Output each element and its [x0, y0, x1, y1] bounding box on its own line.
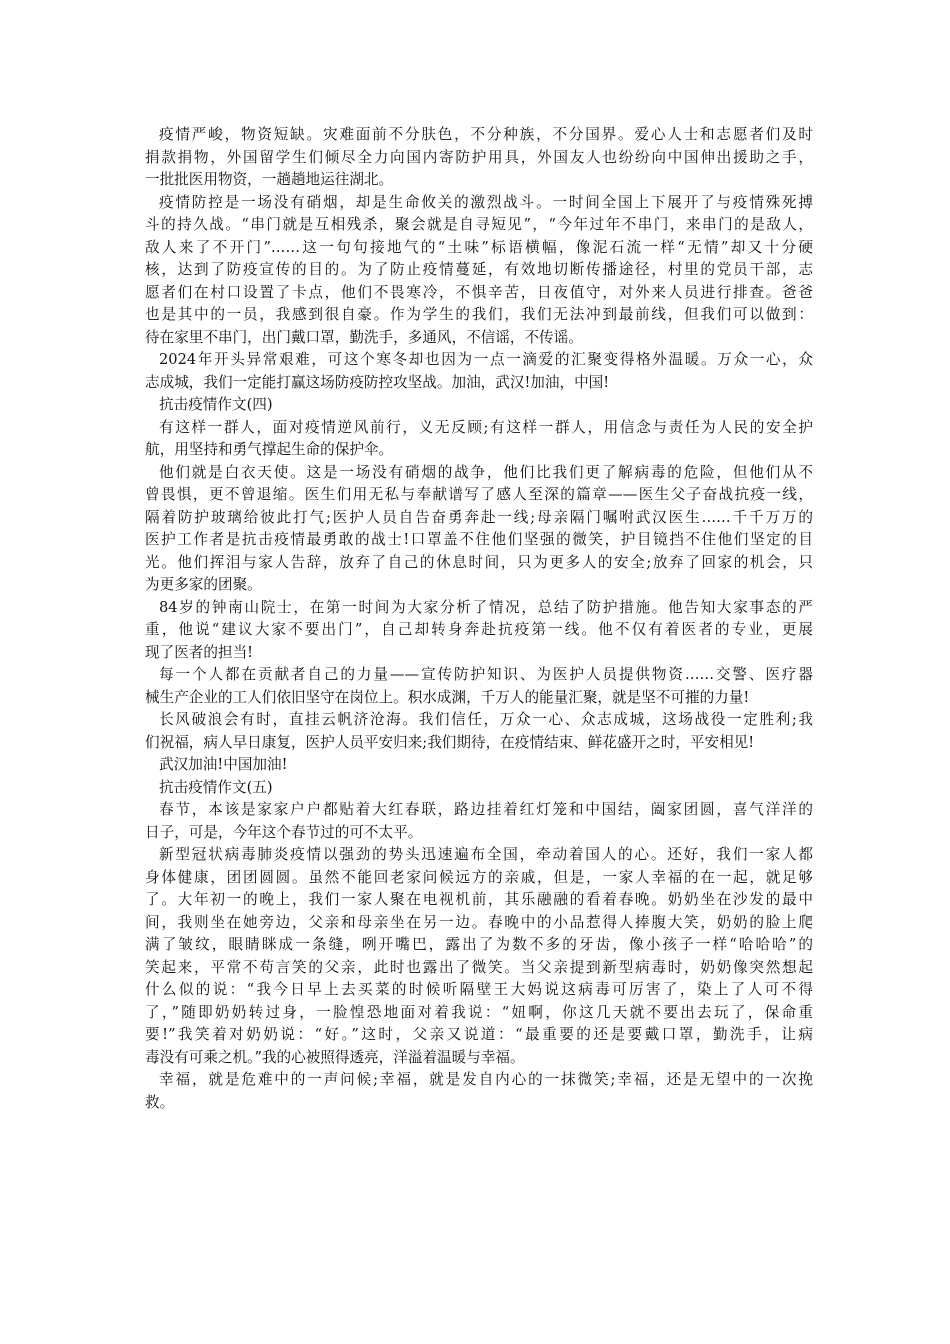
body-paragraph	[145, 664, 813, 709]
text-line: 重，他说“建议大家不要出门”，自己却转身奔赴抗疫第一线。他不仅有着医者的专业，更展	[145, 621, 813, 638]
text-line: 隔着防护玻璃给彼此打气;医护人员自告奋勇奔赴一线;母亲隔门嘱咐武汉医生……千千万万的	[145, 508, 813, 526]
text-line: 疫情防控是一场没有硝烟，却是生命攸关的激烈战斗。一时间全国上下展开了与疫情殊死搏	[159, 193, 813, 211]
text-line: 间，我则坐在她旁边，父亲和母亲坐在另一边。春晚中的小品惹得人捧腹大笑，奶奶的脸上爬	[145, 913, 813, 931]
body-paragraph	[145, 1069, 813, 1114]
text-line: 航，用坚持和勇气撑起生命的保护伞。	[145, 441, 394, 458]
text-line: 2024年开头异常艰难，可这个寒冬却也因为一点一滴爱的汇聚变得格外温暖。万众一心，众	[159, 351, 813, 368]
text-line: 曾畏惧，更不曾退缩。医生们用无私与奉献谱写了感人至深的篇章——医生父子奋战抗疫一线，	[145, 486, 813, 503]
body-paragraph	[145, 462, 813, 597]
text-line: 满了皱纹，眼睛眯成一条缝，咧开嘴巴，露出了为数不多的牙齿，像小孩子一样“哈哈哈”的	[145, 936, 813, 953]
section-heading	[145, 394, 813, 417]
text-line: 笑起来，平常不苟言笑的父亲，此时也露出了微笑。当父亲提到新型病毒时，奶奶像突然想起	[145, 958, 813, 976]
body-paragraph	[145, 124, 813, 192]
text-line: 一批批医用物资，一趟趟地运往湖北。	[145, 171, 394, 188]
text-line: 捐款捐物，外国留学生们倾尽全力向国内寄防护用具，外国友人也纷纷向中国伸出援助之手，	[145, 148, 813, 166]
text-line: 疫情严峻，物资短缺。灾难面前不分肤色，不分种族，不分国界。爱心人士和志愿者们及时	[159, 126, 813, 143]
text-line: 们祝福，病人早日康复，医护人员平安归来;我们期待，在疫情结束、鲜花盛开之时，平安相见!	[145, 733, 755, 751]
text-line: 了。大年初一的晚上，我们一家人聚在电视机前，其乐融融的看着春晚。奶奶坐在沙发的最中	[145, 891, 813, 908]
text-line: 有这样一群人，面对疫情逆风前行，义无反顾;有这样一群人，用信念与责任为人民的安全护	[159, 418, 813, 436]
text-line: 日子，可是，今年这个春节过的可不太平。	[145, 823, 423, 841]
text-line: 核，达到了防疫宣传的目的。为了防止疫情蔓延，有效地切断传播途径，村里的党员干部，志	[145, 261, 813, 278]
text-line: 每一个人都在贡献者自己的力量——宣传防护知识、为医护人员提供物资……交警、医疗器	[159, 666, 813, 683]
text-line: 医护工作者是抗击疫情最勇敢的战士!口罩盖不住他们坚强的微笑，护目镜挡不住他们坚定的目	[145, 531, 813, 548]
text-line: 春节，本该是家家户户都贴着大红春联，路边挂着红灯笼和中国结，阖家团圆，喜气洋洋的	[159, 801, 813, 818]
text-line: 械生产企业的工人们依旧坚守在岗位上。积水成渊，千万人的能量汇聚，就是坚不可摧的力量!	[145, 688, 750, 706]
body-paragraph	[145, 349, 813, 394]
text-line: 什么似的说：“我今日早上去买菜的时候听隔壁王大妈说这病毒可厉害了，染上了人可不得	[145, 981, 813, 998]
text-line: 救。	[145, 1093, 175, 1111]
body-paragraph	[145, 844, 813, 1069]
text-line: 要!”我笑着对奶奶说：“好。”这时，父亲又说道：“最重要的还是要戴口罩，勤洗手，让病	[145, 1026, 813, 1043]
text-line: 新型冠状病毒肺炎疫情以强劲的势头迅速遍布全国，牵动着国人的心。还好，我们一家人都	[159, 846, 813, 863]
section-heading	[145, 777, 813, 800]
text-line: 也是其中的一员，我感到很自豪。作为学生的我们，我们无法冲到最前线，但我们可以做到：	[145, 306, 813, 323]
text-line: 敌人来了不开门”……这一句句接地气的“土味”标语横幅，像泥石流一样“无情”却又十分硬	[145, 238, 813, 256]
text-line: 他们就是白衣天使。这是一场没有硝烟的战争，他们比我们更了解病毒的危险，但他们从不	[159, 463, 813, 481]
body-paragraph	[145, 597, 813, 665]
document-page	[145, 124, 813, 1114]
text-line: 了，”随即奶奶转过身，一脸惶恐地面对着我说：“妞啊，你这几天就不要出去玩了，保命重	[145, 1003, 813, 1021]
text-line: 斗的持久战。“串门就是互相残杀，聚会就是自寻短见”，“今年过年不串门，来串门的是敌人，	[145, 216, 813, 233]
body-paragraph	[145, 709, 813, 754]
text-line: 光。他们挥泪与家人告辞，放弃了自己的休息时间，只为更多人的安全;放弃了回家的机会，只	[145, 553, 813, 571]
text-line: 为更多家的团聚。	[145, 576, 262, 593]
text-line: 愿者们在村口设置了卡点，他们不畏寒冷，不惧辛苦，日夜值守，对外来人员进行排查。爸爸	[145, 283, 813, 301]
text-line: 长风破浪会有时，直挂云帆济沧海。我们信任，万众一心、众志成城，这场战役一定胜利;我	[159, 711, 813, 728]
text-line: 幸福，就是危难中的一声问候;幸福，就是发自内心的一抹微笑;幸福，还是无望中的一次挽	[159, 1071, 813, 1088]
text-line: 现了医者的担当!	[145, 643, 254, 661]
text-line: 志成城，我们一定能打赢这场防疫防控攻坚战。加油，武汉!加油，中国!	[145, 373, 610, 391]
text-line: 抗击疫情作文(四)	[159, 396, 273, 413]
text-line: 身体健康，团团圆圆。虽然不能回老家问候远方的亲戚，但是，一家人幸福的在一起，就足够	[145, 868, 813, 886]
body-paragraph	[145, 754, 813, 777]
text-line: 武汉加油!中国加油!	[159, 756, 288, 773]
body-paragraph	[145, 417, 813, 462]
text-line: 抗击疫情作文(五)	[159, 778, 273, 796]
text-line: 毒没有可乘之机。”我的心被照得透亮，洋溢着温暖与幸福。	[145, 1048, 525, 1066]
body-paragraph	[145, 799, 813, 844]
text-line: 待在家里不串门，出门戴口罩，勤洗手，多通风，不信谣，不传谣。	[145, 328, 583, 346]
text-line: 84岁的钟南山院士，在第一时间为大家分析了情况，总结了防护措施。他告知大家事态的严	[159, 598, 813, 616]
body-paragraph	[145, 192, 813, 350]
